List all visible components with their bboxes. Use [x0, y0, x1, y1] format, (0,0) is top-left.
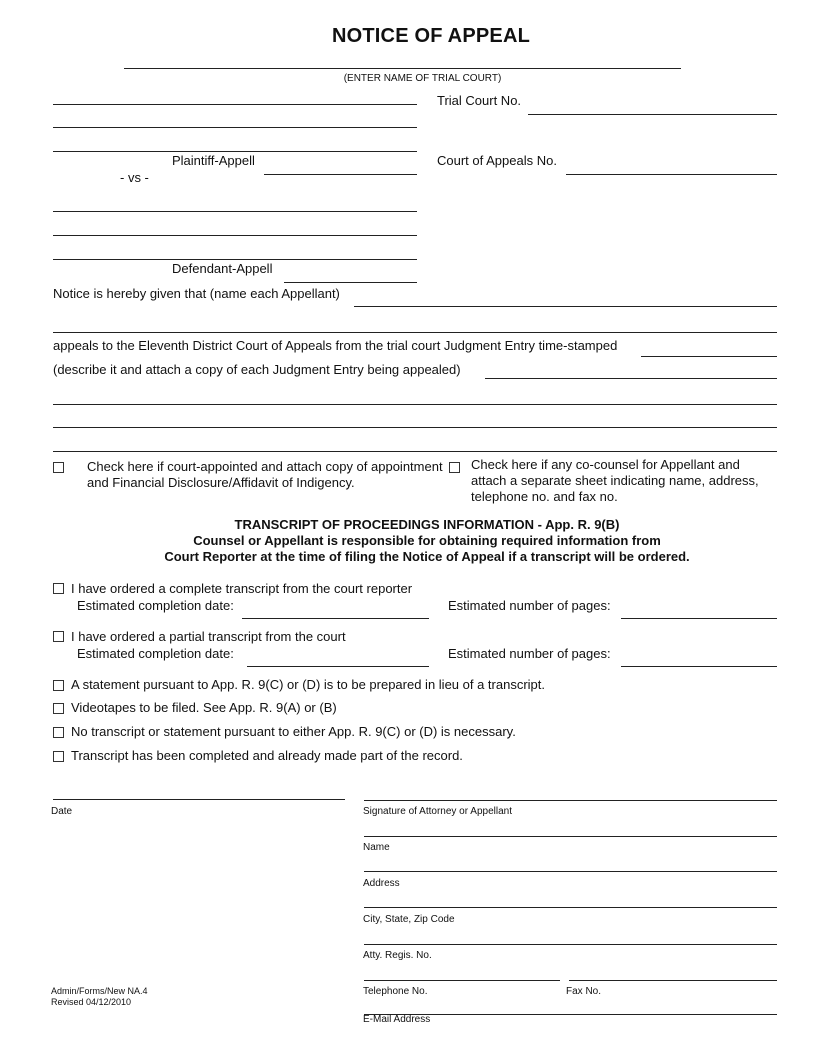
- telephone-label: Telephone No.: [363, 986, 428, 997]
- statement-checkbox[interactable]: [53, 680, 64, 691]
- time-stamped-field[interactable]: [641, 356, 777, 357]
- name-label: Name: [363, 842, 390, 853]
- trial-court-caption: (ENTER NAME OF TRIAL COURT): [343, 73, 502, 84]
- partial-est-date-label: Estimated completion date:: [77, 646, 234, 661]
- city-state-zip-label: City, State, Zip Code: [363, 914, 455, 925]
- court-appointed-label: Check here if court-appointed and attach copy of appointment and Financial Disclosure/Affidavit of Indigency.: [87, 459, 443, 490]
- describe-field-2[interactable]: [53, 404, 777, 405]
- court-of-appeals-no-field[interactable]: [566, 174, 777, 175]
- describe-field-1[interactable]: [485, 378, 777, 379]
- plaintiff-line-2[interactable]: [53, 127, 417, 128]
- no-transcript-label: No transcript or statement pursuant to either App. R. 9(C) or (D) is necessary.: [71, 724, 516, 739]
- plaintiff-line-1[interactable]: [53, 104, 417, 105]
- vs-label: - vs -: [120, 170, 149, 185]
- signature-field[interactable]: [364, 800, 777, 801]
- trial-court-name-field[interactable]: [124, 68, 681, 69]
- court-appointed-checkbox[interactable]: [53, 462, 64, 473]
- date-label: Date: [51, 806, 73, 817]
- no-transcript-checkbox[interactable]: [53, 727, 64, 738]
- defendant-line-2[interactable]: [53, 235, 417, 236]
- date-field[interactable]: [53, 799, 345, 800]
- city-state-zip-field[interactable]: [364, 907, 777, 908]
- defendant-line-3[interactable]: [53, 259, 417, 260]
- describe-field-4[interactable]: [53, 451, 777, 452]
- transcript-heading: TRANSCRIPT OF PROCEEDINGS INFORMATION - App. R. 9(B): [234, 517, 620, 532]
- atty-regis-field[interactable]: [364, 944, 777, 945]
- trial-court-no-field[interactable]: [528, 114, 777, 115]
- name-field[interactable]: [364, 836, 777, 837]
- complete-transcript-label: I have ordered a complete transcript from the court reporter: [71, 581, 413, 596]
- videotapes-label: Videotapes to be filed. See App. R. 9(A) or (B): [71, 700, 337, 715]
- telephone-field[interactable]: [364, 980, 560, 981]
- partial-est-pages-field[interactable]: [621, 666, 777, 667]
- page-title: NOTICE OF APPEAL: [331, 25, 531, 47]
- form-id: Admin/Forms/New NA.4: [51, 986, 148, 996]
- partial-est-pages-label: Estimated number of pages:: [448, 646, 611, 661]
- appellant-label: Notice is hereby given that (name each Appellant): [53, 286, 340, 301]
- complete-est-pages-field[interactable]: [621, 618, 777, 619]
- appellant-name-field-2[interactable]: [53, 332, 777, 333]
- partial-est-date-field[interactable]: [247, 666, 429, 667]
- videotapes-checkbox[interactable]: [53, 703, 64, 714]
- complete-est-date-field[interactable]: [242, 618, 429, 619]
- plaintiff-line-3[interactable]: [53, 151, 417, 152]
- defendant-label: Defendant-Appell: [172, 261, 273, 276]
- co-counsel-checkbox[interactable]: [449, 462, 460, 473]
- address-field[interactable]: [364, 871, 777, 872]
- court-of-appeals-no-label: Court of Appeals No.: [437, 153, 557, 168]
- signature-label: Signature of Attorney or Appellant: [363, 806, 512, 817]
- defendant-line-1[interactable]: [53, 211, 417, 212]
- partial-transcript-checkbox[interactable]: [53, 631, 64, 642]
- fax-label: Fax No.: [566, 986, 602, 997]
- revised-date: Revised 04/12/2010: [51, 997, 132, 1007]
- describe-text: (describe it and attach a copy of each Judgment Entry being appealed): [53, 362, 461, 377]
- email-label: E-Mail Address: [363, 1014, 431, 1025]
- plaintiff-suffix-field[interactable]: [264, 174, 417, 175]
- defendant-suffix-field[interactable]: [284, 282, 417, 283]
- partial-transcript-label: I have ordered a partial transcript from the court: [71, 629, 346, 644]
- transcript-subheading-1: Counsel or Appellant is responsible for obtaining required information from: [193, 533, 661, 548]
- address-label: Address: [363, 878, 400, 889]
- fax-field[interactable]: [569, 980, 777, 981]
- transcript-subheading-2: Court Reporter at the time of filing the Notice of Appeal if a transcript will be ordered.: [164, 549, 690, 564]
- atty-regis-label: Atty. Regis. No.: [363, 950, 432, 961]
- plaintiff-label: Plaintiff-Appell: [172, 153, 255, 168]
- complete-est-date-label: Estimated completion date:: [77, 598, 234, 613]
- appellant-name-field[interactable]: [354, 306, 777, 307]
- describe-field-3[interactable]: [53, 427, 777, 428]
- complete-transcript-checkbox[interactable]: [53, 583, 64, 594]
- complete-est-pages-label: Estimated number of pages:: [448, 598, 611, 613]
- trial-court-no-label: Trial Court No.: [437, 93, 522, 108]
- appeal-text: appeals to the Eleventh District Court of Appeals from the trial court Judgment Entry time-stamped: [53, 338, 618, 353]
- transcript-completed-checkbox[interactable]: [53, 751, 64, 762]
- transcript-completed-label: Transcript has been completed and already made part of the record.: [71, 748, 463, 763]
- statement-label: A statement pursuant to App. R. 9(C) or (D) is to be prepared in lieu of a transcript.: [71, 677, 546, 692]
- co-counsel-label: Check here if any co-counsel for Appellant and attach a separate sheet indicating name, address, telephone no. and fax no.: [471, 457, 759, 504]
